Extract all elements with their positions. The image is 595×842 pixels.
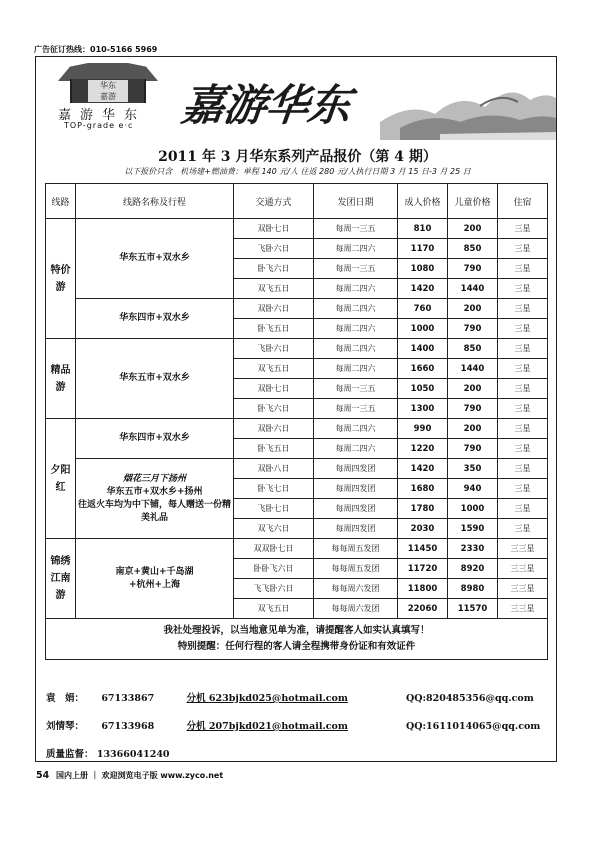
notes-cell [46, 619, 548, 660]
cell-child: 200 [448, 219, 498, 239]
route-name [76, 539, 234, 619]
cell-adult: 1050 [398, 379, 448, 399]
cell-transport: 飞卧六日 [234, 239, 314, 259]
cell-child: 200 [448, 419, 498, 439]
cell-schedule: 每每周六发团 [314, 579, 398, 599]
cell-schedule: 每周二四六 [314, 239, 398, 259]
cell-hotel: 三三星 [498, 599, 548, 619]
cell-child: 790 [448, 399, 498, 419]
cell-transport: 飞卧七日 [234, 499, 314, 519]
cell-hotel: 三三星 [498, 539, 548, 559]
route-name: 华东五市+双水乡 [76, 339, 234, 419]
cell-adult: 990 [398, 419, 448, 439]
cell-child: 790 [448, 439, 498, 459]
cell-schedule: 每周二四六 [314, 339, 398, 359]
cell-transport: 双飞五日 [234, 599, 314, 619]
cell-hotel: 三星 [498, 319, 548, 339]
table-row [46, 419, 548, 439]
supervisor-row [46, 746, 170, 760]
cell-child: 1590 [448, 519, 498, 539]
cell-adult: 1780 [398, 499, 448, 519]
route-line: 华东五市+双水乡+扬州 [106, 486, 203, 497]
cell-transport: 双飞五日 [234, 359, 314, 379]
cell-child: 940 [448, 479, 498, 499]
cell-hotel: 三星 [498, 259, 548, 279]
contact-phone: 67133867 [101, 693, 155, 704]
cell-schedule: 每周一三五 [314, 379, 398, 399]
cell-transport: 飞卧六日 [234, 339, 314, 359]
cell-transport: 卧飞七日 [234, 479, 314, 499]
cell-transport: 双卧八日 [234, 459, 314, 479]
cell-adult: 2030 [398, 519, 448, 539]
cell-adult: 810 [398, 219, 448, 239]
price-table [45, 183, 548, 660]
cell-adult: 1660 [398, 359, 448, 379]
cell-hotel: 三三星 [498, 559, 548, 579]
cell-schedule: 每周四发团 [314, 519, 398, 539]
contact-row [46, 718, 540, 732]
header-child: 儿童价格 [448, 184, 498, 219]
cell-schedule: 每周一三五 [314, 399, 398, 419]
category-scenic: 锦绣江南游 [46, 539, 76, 619]
contact-name: 刘情琴： [46, 721, 85, 732]
cell-transport: 双飞六日 [234, 519, 314, 539]
complaint-note: 我社处理投诉，以当地意见单为准，请提醒客人如实认真填写！ [163, 625, 430, 636]
cell-hotel: 三星 [498, 219, 548, 239]
header-category: 线路 [46, 184, 76, 219]
cell-hotel: 三星 [498, 399, 548, 419]
cell-hotel: 三星 [498, 339, 548, 359]
cell-hotel: 三星 [498, 519, 548, 539]
cell-schedule: 每每周六发团 [314, 599, 398, 619]
route-line: 往返火车均为中下铺，每人赠送一份精美礼品 [77, 499, 231, 523]
cell-schedule: 每周四发团 [314, 499, 398, 519]
page-footer [36, 770, 223, 781]
notes-row [46, 619, 548, 660]
contact-phone: 67133968 [101, 721, 155, 732]
cell-adult: 760 [398, 299, 448, 319]
supervisor-phone: 13366041240 [96, 749, 170, 760]
cell-hotel: 三星 [498, 419, 548, 439]
price-note: 以下报价只含 机场建+燃油费：单程 140 元/人 往返 280 元/人执行日期 3 月 15 日-3 月 25 日 [124, 167, 471, 176]
cell-schedule: 每周二四六 [314, 299, 398, 319]
cell-schedule: 每周二四六 [314, 419, 398, 439]
cell-schedule: 每周四发团 [314, 479, 398, 499]
contact-qq: QQ:1611014065@qq.com [405, 721, 541, 732]
cell-schedule: 每周一三五 [314, 219, 398, 239]
ad-hotline: 广告征订热线：010-5166 5969 [34, 45, 158, 54]
route-name: 华东五市+双水乡 [76, 219, 234, 299]
id-reminder: 特别提醒：任何行程的客人请全程携带身份证和有效证件 [177, 641, 416, 652]
header-route: 线路名称及行程 [76, 184, 234, 219]
table-row [46, 339, 548, 359]
cell-transport: 卧卧飞六日 [234, 559, 314, 579]
cell-child: 850 [448, 339, 498, 359]
cell-adult: 11450 [398, 539, 448, 559]
gate-sign: 华东 嘉游 [88, 80, 128, 102]
cell-schedule: 每周二四六 [314, 319, 398, 339]
cell-adult: 1420 [398, 279, 448, 299]
header-adult: 成人价格 [398, 184, 448, 219]
cell-schedule: 每周二四六 [314, 439, 398, 459]
table-header-row [46, 184, 548, 219]
cell-adult: 1680 [398, 479, 448, 499]
cell-child: 8980 [448, 579, 498, 599]
category-quality: 精品游 [46, 339, 76, 419]
cell-child: 2330 [448, 539, 498, 559]
route-name [76, 459, 234, 539]
cell-child: 200 [448, 379, 498, 399]
cell-child: 850 [448, 239, 498, 259]
cell-hotel: 三星 [498, 299, 548, 319]
cell-adult: 1170 [398, 239, 448, 259]
cell-hotel: 三三星 [498, 579, 548, 599]
cell-child: 790 [448, 319, 498, 339]
cell-child: 200 [448, 299, 498, 319]
route-name: 华东四市+双水乡 [76, 299, 234, 339]
cell-schedule: 每周二四六 [314, 279, 398, 299]
cell-adult: 1220 [398, 439, 448, 459]
cell-schedule: 每每周五发团 [314, 559, 398, 579]
page-title: 2011 年 3 月华东系列产品报价（第 4 期） [158, 149, 437, 165]
cell-adult: 22060 [398, 599, 448, 619]
cell-child: 350 [448, 459, 498, 479]
contact-row [46, 690, 534, 704]
cell-transport: 双卧六日 [234, 299, 314, 319]
table-row [46, 219, 548, 239]
contact-qq: QQ:820485356@qq.com [405, 693, 534, 704]
page-number: 54 [36, 770, 50, 781]
contact-email[interactable]: 分机 623bjkd025@hotmail.com [186, 693, 348, 704]
cell-hotel: 三星 [498, 279, 548, 299]
cell-hotel: 三星 [498, 239, 548, 259]
footer-text: 国内上册 ｜ 欢迎浏览电子版 www.zyco.net [56, 771, 224, 780]
category-sunset: 夕阳红 [46, 419, 76, 539]
cell-child: 11570 [448, 599, 498, 619]
route-title: 烟花三月下扬州 [122, 473, 186, 484]
cell-child: 8920 [448, 559, 498, 579]
cell-schedule: 每每周五发团 [314, 539, 398, 559]
cell-transport: 双卧六日 [234, 419, 314, 439]
route-name: 华东四市+双水乡 [76, 419, 234, 459]
cell-transport: 卧飞五日 [234, 319, 314, 339]
table-row [46, 299, 548, 319]
cell-adult: 1300 [398, 399, 448, 419]
cell-hotel: 三星 [498, 359, 548, 379]
logo-subtitle: TOP-grade e·c [64, 121, 134, 130]
cell-adult: 1000 [398, 319, 448, 339]
cell-adult: 11720 [398, 559, 448, 579]
cell-child: 1440 [448, 279, 498, 299]
cell-transport: 双双卧七日 [234, 539, 314, 559]
cell-transport: 卧飞六日 [234, 259, 314, 279]
cell-child: 1440 [448, 359, 498, 379]
cell-child: 790 [448, 259, 498, 279]
route-line: 南京+黄山+千岛湖 [115, 566, 194, 577]
category-special: 特价游 [46, 219, 76, 339]
logo-name: 嘉游华东 [58, 108, 147, 123]
cell-transport: 卧飞五日 [234, 439, 314, 459]
table-row [46, 539, 548, 559]
mountain-landscape [380, 62, 556, 140]
contact-name: 袁 娟： [46, 693, 85, 704]
cell-transport: 卧飞六日 [234, 399, 314, 419]
cell-schedule: 每周四发团 [314, 459, 398, 479]
cell-transport: 双卧七日 [234, 379, 314, 399]
cell-schedule: 每周二四六 [314, 359, 398, 379]
cell-hotel: 三星 [498, 379, 548, 399]
cell-adult: 1400 [398, 339, 448, 359]
route-line: +杭州+上海 [128, 579, 181, 590]
cell-adult: 11800 [398, 579, 448, 599]
header-hotel: 住宿 [498, 184, 548, 219]
header-schedule: 发团日期 [314, 184, 398, 219]
cell-transport: 双飞五日 [234, 279, 314, 299]
supervisor-label: 质量监督： [46, 749, 94, 760]
table-row [46, 459, 548, 479]
cell-adult: 1420 [398, 459, 448, 479]
contact-email[interactable]: 分机 207bjkd021@hotmail.com [186, 721, 348, 732]
cell-schedule: 每周一三五 [314, 259, 398, 279]
cell-adult: 1080 [398, 259, 448, 279]
brand-calligraphy: 嘉游华东 [179, 81, 353, 131]
cell-hotel: 三星 [498, 459, 548, 479]
header-transport: 交通方式 [234, 184, 314, 219]
cell-transport: 飞飞卧六日 [234, 579, 314, 599]
cell-child: 1000 [448, 499, 498, 519]
cell-hotel: 三星 [498, 439, 548, 459]
cell-hotel: 三星 [498, 499, 548, 519]
cell-transport: 双卧七日 [234, 219, 314, 239]
cell-hotel: 三星 [498, 479, 548, 499]
